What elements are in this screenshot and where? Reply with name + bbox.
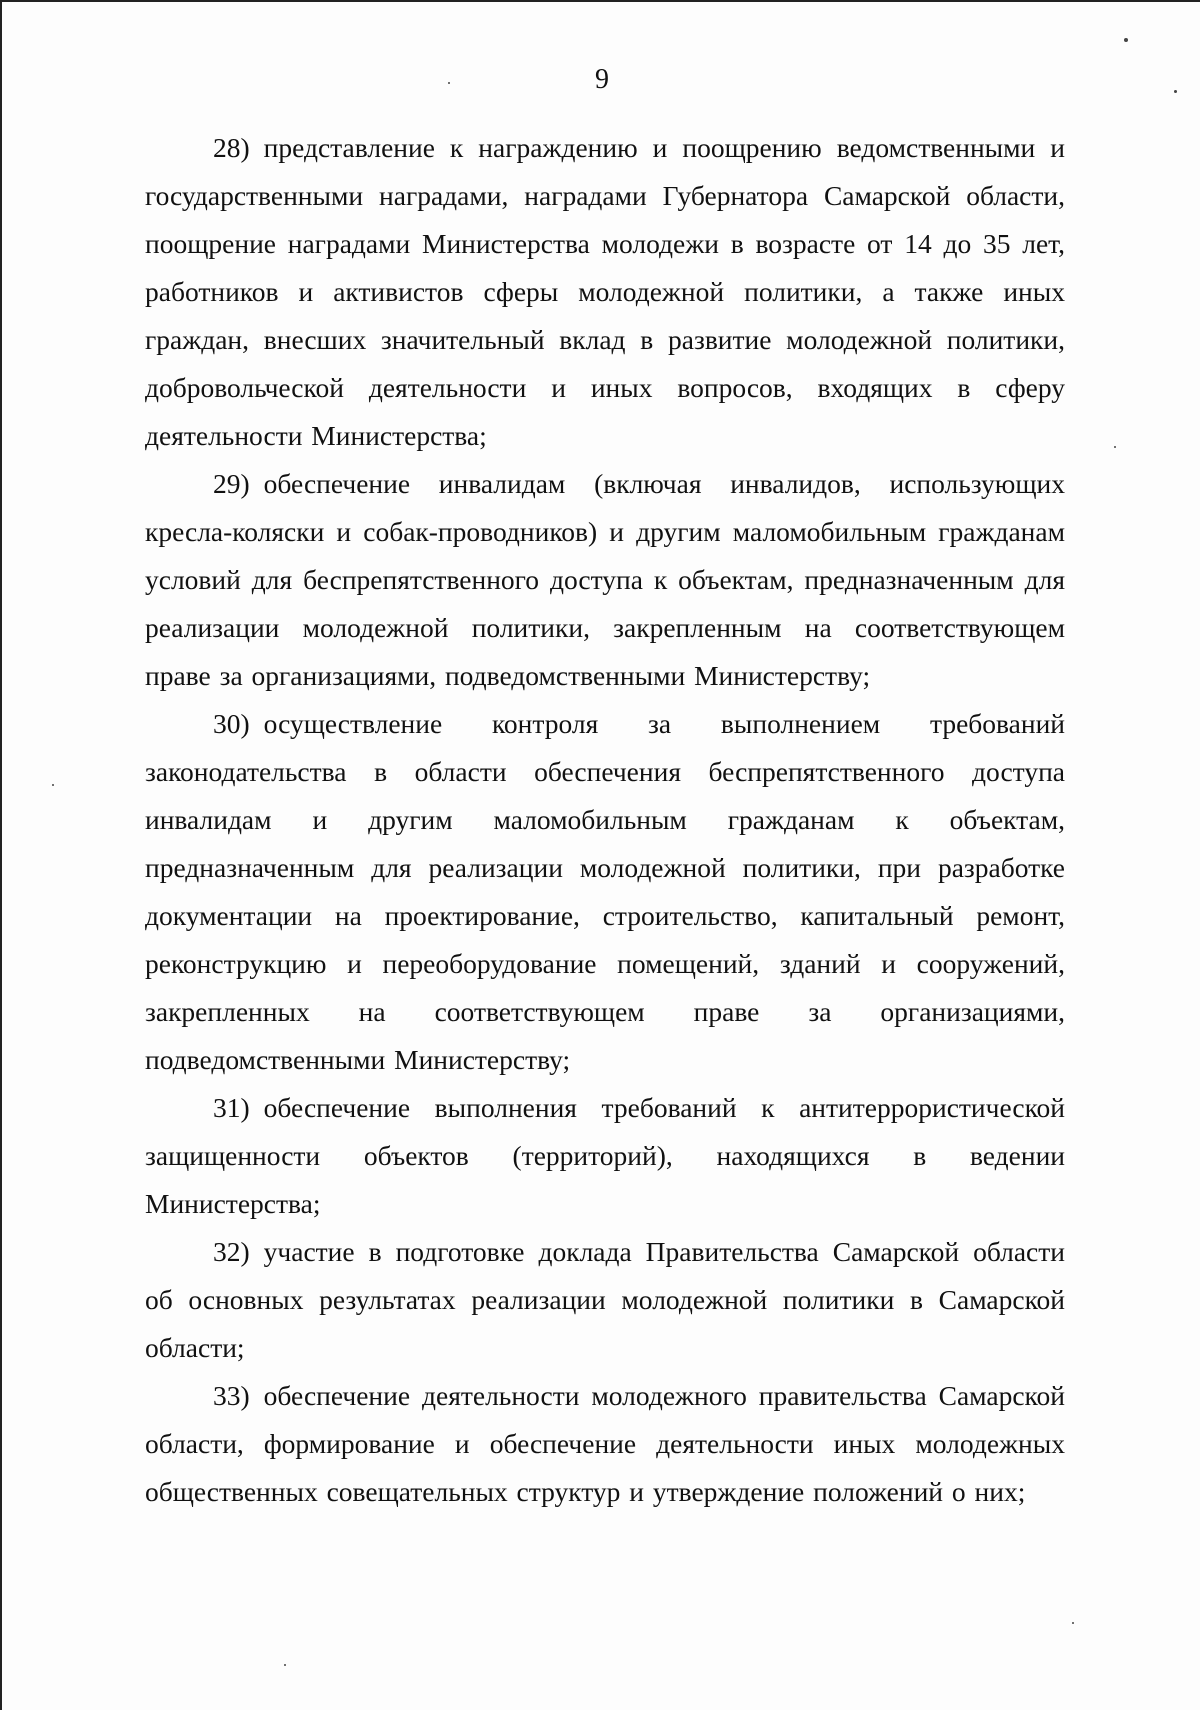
item-number: 32) xyxy=(213,1236,250,1267)
item-text: участие в подготовке доклада Правительства Самарской области об основных результатах реализации молодежной политики в Самарской области; xyxy=(145,1236,1065,1363)
scan-speck xyxy=(284,1664,286,1666)
item-text: осуществление контроля за выполнением требований законодательства в области обеспечения беспрепятственного доступа инвалидам и другим маломобильным гражданам к объектам, предназначенным для реализации молодежной политики, при разработке документации на проектирование, строительство, капитальный ремонт, реконструкцию и переоборудование помещений, зданий и сооружений, закрепленных на соответствующем праве за организациями, подведомственными Министерству; xyxy=(145,708,1065,1075)
scan-speck xyxy=(1124,38,1128,42)
item-number: 30) xyxy=(213,708,250,739)
scan-speck xyxy=(52,784,54,786)
list-item-32 xyxy=(145,1228,1065,1372)
item-number: 28) xyxy=(213,132,250,163)
item-text: обеспечение выполнения требований к антитеррористической защищенности объектов (территорий), находящихся в ведении Министерства; xyxy=(145,1092,1065,1219)
item-text: обеспечение деятельности молодежного правительства Самарской области, формирование и обеспечение деятельности иных молодежных общественных совещательных структур и утверждение положений о них; xyxy=(145,1380,1065,1507)
scan-speck xyxy=(1072,1622,1074,1624)
list-item-33 xyxy=(145,1372,1065,1516)
list-item-28 xyxy=(145,124,1065,460)
scan-speck xyxy=(1174,90,1177,93)
item-number: 29) xyxy=(213,468,250,499)
document-body xyxy=(145,124,1065,1516)
item-text: обеспечение инвалидам (включая инвалидов, использующих кресла-коляски и собак-проводников) и другим маломобильным гражданам условий для беспрепятственного доступа к объектам, предназначенным для реализации молодежной политики, закрепленным на соответствующем праве за организациями, подведомственными Министерству; xyxy=(145,468,1065,691)
item-number: 33) xyxy=(213,1380,250,1411)
scan-speck xyxy=(1114,446,1116,448)
list-item-29 xyxy=(145,460,1065,700)
list-item-31 xyxy=(145,1084,1065,1228)
item-text: представление к награждению и поощрению ведомственными и государственными наградами, наградами Губернатора Самарской области, поощрение наградами Министерства молодежи в возрасте от 14 до 35 лет, работников и активистов сферы молодежной политики, а также иных граждан, внесших значительный вклад в развитие молодежной политики, добровольческой деятельности и иных вопросов, входящих в сферу деятельности Министерства; xyxy=(145,132,1065,451)
page-number: 9 xyxy=(595,64,609,95)
scan-speck xyxy=(448,82,450,84)
list-item-30 xyxy=(145,700,1065,1084)
item-number: 31) xyxy=(213,1092,250,1123)
